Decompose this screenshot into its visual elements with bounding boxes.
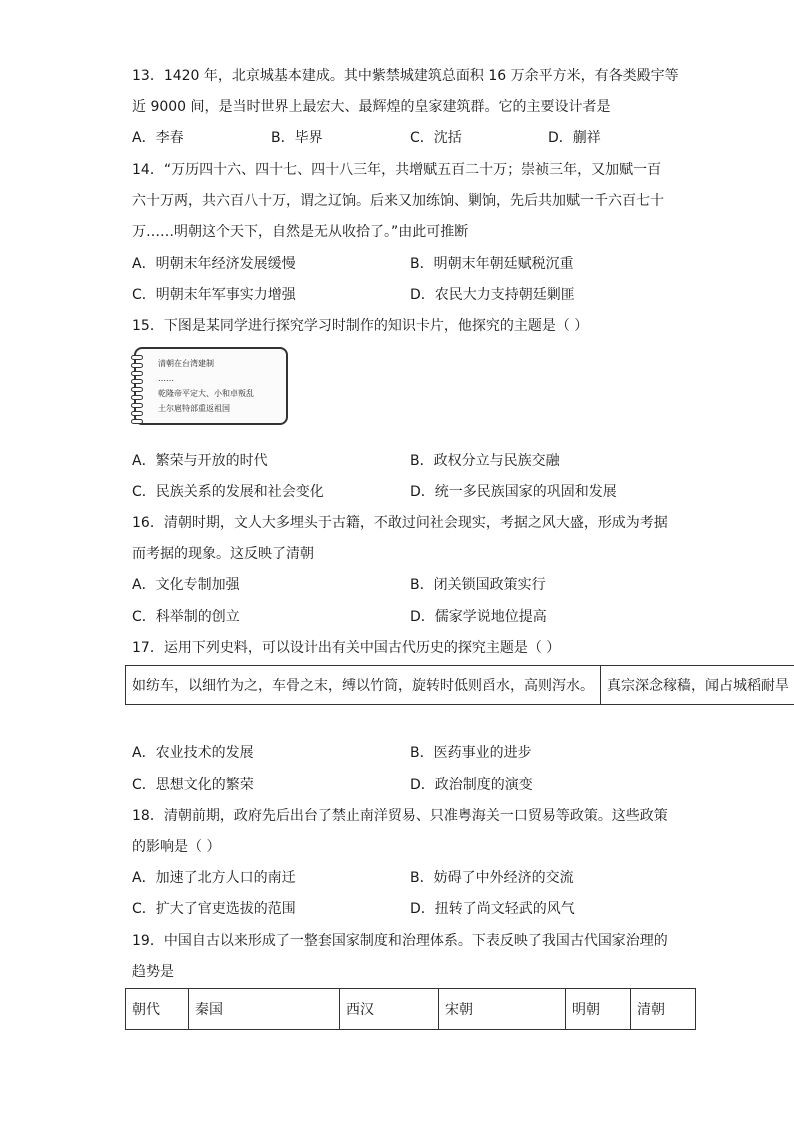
q18-option-d[interactable]: D．扭转了尚文轻武的风气 — [410, 901, 575, 917]
q18-stem-line2: 的影响是（ ） — [132, 839, 221, 855]
q17-source-cell-1: 如纺车，以细竹为之，车骨之末，缚以竹筒，旋转时低则舀水，高则泻水。 — [126, 666, 601, 705]
q14-option-d[interactable]: D．农民大力支持朝廷剿匪 — [410, 287, 575, 303]
card-line-2: …… — [158, 374, 174, 383]
q17-option-a[interactable]: A．农业技术的发展 — [132, 745, 254, 761]
q14-stem-line3: 万……明朝这个天下，自然是无从收拾了。”由此可推断 — [132, 224, 469, 240]
q17-option-d[interactable]: D．政治制度的演变 — [410, 777, 533, 793]
q13-stem-line1: 13．1420 年，北京城基本建成。其中紫禁城建筑总面积 16 万余平方米，有各类殿宇等 — [132, 68, 679, 84]
q18-option-b[interactable]: B．妨碍了中外经济的交流 — [410, 870, 574, 886]
q13-option-c[interactable]: C．沈括 — [410, 130, 462, 146]
q15-option-c[interactable]: C．民族关系的发展和社会变化 — [132, 484, 324, 500]
q13-option-b[interactable]: B．毕界 — [271, 130, 323, 146]
q16-option-c[interactable]: C．科举制的创立 — [132, 609, 240, 625]
q14-stem-line1: 14．“万历四十六、四十七、四十八三年，共增赋五百二十万；崇祯三年，又加赋一百 — [132, 162, 662, 178]
card-line-1: 清朝在台湾建制 — [158, 359, 214, 368]
q19-stem-line1: 19．中国自古以来形成了一整套国家制度和治理体系。下表反映了我国古代国家治理的 — [132, 933, 668, 949]
q13-option-a[interactable]: A．李春 — [132, 130, 184, 146]
q13-option-d[interactable]: D．蒯祥 — [548, 130, 601, 146]
q16-stem-line1: 16．清朝时期，文人大多埋头于古籍，不敢过问社会现实，考据之风大盛，形成为考据 — [132, 515, 668, 531]
knowledge-card — [134, 347, 288, 425]
q13-stem-line2: 近 9000 间，是当时世界上最宏大、最辉煌的皇家建筑群。它的主要设计者是 — [132, 99, 611, 115]
q18-option-a[interactable]: A．加速了北方人口的南迁 — [132, 870, 296, 886]
q15-option-a[interactable]: A．繁荣与开放的时代 — [132, 453, 268, 469]
q19-cell-ming: 明朝 — [566, 989, 631, 1030]
q17-option-b[interactable]: B．医药事业的进步 — [410, 745, 532, 761]
q19-stem-line2: 趋势是 — [132, 964, 174, 980]
card-line-4: 土尔扈特部重返祖国 — [158, 404, 230, 413]
q15-stem: 15．下图是某同学进行探究学习时制作的知识卡片，他探究的主题是（ ） — [132, 318, 589, 334]
q19-header-cell: 朝代 — [126, 989, 189, 1030]
q18-option-c[interactable]: C．扩大了官吏选拔的范围 — [132, 901, 296, 917]
q15-option-b[interactable]: B．政权分立与民族交融 — [410, 453, 560, 469]
q18-stem-line1: 18．清朝前期，政府先后出台了禁止南洋贸易、只准粤海关一口贸易等政策。这些政策 — [132, 808, 668, 824]
q14-option-a[interactable]: A．明朝末年经济发展缓慢 — [132, 256, 296, 272]
q17-source-cell-2: 真宗深念稼穑，闻占城稻耐旱 — [601, 666, 794, 705]
q19-cell-qin: 秦国 — [189, 989, 340, 1030]
q14-option-b[interactable]: B．明朝末年朝廷赋税沉重 — [410, 256, 574, 272]
q16-option-b[interactable]: B．闭关锁国政策实行 — [410, 577, 546, 593]
q16-option-d[interactable]: D．儒家学说地位提高 — [410, 609, 547, 625]
q17-option-c[interactable]: C．思想文化的繁荣 — [132, 777, 254, 793]
q16-option-a[interactable]: A．文化专制加强 — [132, 577, 240, 593]
q15-option-d[interactable]: D．统一多民族国家的巩固和发展 — [410, 484, 617, 500]
q16-stem-line2: 而考据的现象。这反映了清朝 — [132, 546, 314, 562]
q19-cell-xihan: 西汉 — [340, 989, 439, 1030]
card-spiral-binding — [131, 355, 143, 419]
q19-cell-song: 宋朝 — [439, 989, 566, 1030]
q17-source-table — [125, 665, 794, 705]
q19-cell-qing: 清朝 — [631, 989, 696, 1030]
q17-stem: 17．运用下列史料，可以设计出有关中国古代历史的探究主题是（ ） — [132, 640, 561, 656]
card-line-3: 乾隆帝平定大、小和卓叛乱 — [158, 389, 254, 398]
q14-stem-line2: 六十万两，共六百八十万，谓之辽饷。后来又加练饷、剿饷，先后共加赋一千六百七十 — [132, 193, 664, 209]
q19-dynasty-table — [125, 988, 696, 1030]
q14-option-c[interactable]: C．明朝末年军事实力增强 — [132, 287, 296, 303]
